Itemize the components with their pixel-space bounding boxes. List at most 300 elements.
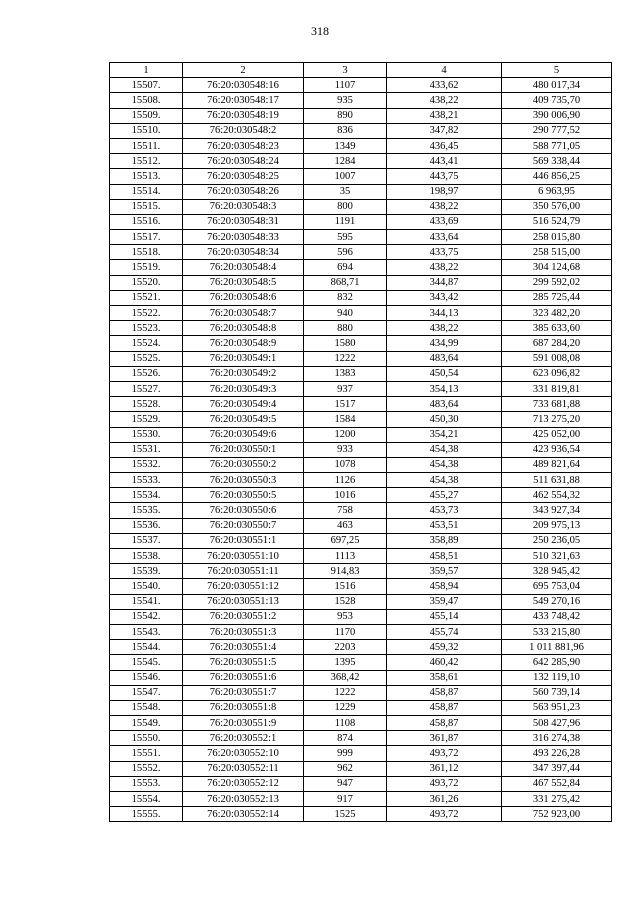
table-header-row [110,63,612,78]
area-cell: 2203 [304,640,387,655]
area-cell: 800 [304,199,387,214]
cadastral-value-cell: 285 725,44 [502,290,612,305]
area-cell: 1108 [304,716,387,731]
area-cell: 940 [304,306,387,321]
cadastral-value-cell: 385 633,60 [502,321,612,336]
specific-value-cell: 483,64 [387,351,502,366]
cadastral-value-cell: 328 945,42 [502,564,612,579]
cadastral-number-cell: 76:20:030548:24 [183,154,304,169]
cadastral-number-cell: 76:20:030548:17 [183,93,304,108]
area-cell: 890 [304,108,387,123]
cadastral-number-cell: 76:20:030548:33 [183,230,304,245]
cadastral-number-cell: 76:20:030548:16 [183,78,304,93]
cadastral-value-cell: 446 856,25 [502,169,612,184]
cadastral-value-cell: 258 515,00 [502,245,612,260]
table-row [110,230,612,245]
cadastral-number-cell: 76:20:030552:11 [183,761,304,776]
row-number-cell: 15514. [110,184,183,199]
table-row [110,518,612,533]
cadastral-number-cell: 76:20:030548:2 [183,123,304,138]
row-number-cell: 15513. [110,169,183,184]
table-row [110,807,612,822]
cadastral-number-cell: 76:20:030548:19 [183,108,304,123]
cadastral-value-cell: 510 321,63 [502,549,612,564]
table-row [110,366,612,381]
table-row [110,123,612,138]
area-cell: 1222 [304,685,387,700]
cadastral-number-cell: 76:20:030549:6 [183,427,304,442]
specific-value-cell: 455,27 [387,488,502,503]
area-cell: 463 [304,518,387,533]
page-number: 318 [311,24,329,38]
cadastral-value-cell: 642 285,90 [502,655,612,670]
table-row [110,564,612,579]
cadastral-number-cell: 76:20:030551:1 [183,533,304,548]
row-number-cell: 15517. [110,230,183,245]
table-row [110,351,612,366]
cadastral-value-cell: 331 275,42 [502,792,612,807]
cadastral-number-cell: 76:20:030548:31 [183,214,304,229]
row-number-cell: 15507. [110,78,183,93]
table-row [110,199,612,214]
cadastral-number-cell: 76:20:030551:3 [183,624,304,639]
cadastral-value-cell: 713 275,20 [502,412,612,427]
cadastral-number-cell: 76:20:030550:1 [183,442,304,457]
area-cell: 1395 [304,655,387,670]
cadastral-value-cell: 132 119,10 [502,670,612,685]
specific-value-cell: 354,21 [387,427,502,442]
cadastral-value-cell: 591 008,08 [502,351,612,366]
cadastral-number-cell: 76:20:030551:5 [183,655,304,670]
cadastral-number-cell: 76:20:030551:11 [183,564,304,579]
table-row [110,260,612,275]
area-cell: 1007 [304,169,387,184]
table-row [110,579,612,594]
table-row [110,397,612,412]
area-cell: 874 [304,731,387,746]
specific-value-cell: 436,45 [387,138,502,153]
row-number-cell: 15550. [110,731,183,746]
cadastral-number-cell: 76:20:030548:26 [183,184,304,199]
row-number-cell: 15549. [110,716,183,731]
area-cell: 1191 [304,214,387,229]
cadastral-value-cell: 516 524,79 [502,214,612,229]
specific-value-cell: 459,32 [387,640,502,655]
specific-value-cell: 361,26 [387,792,502,807]
row-number-cell: 15519. [110,260,183,275]
specific-value-cell: 438,22 [387,260,502,275]
row-number-cell: 15529. [110,412,183,427]
cadastral-value-cell: 433 748,42 [502,609,612,624]
specific-value-cell: 493,72 [387,807,502,822]
area-cell: 368,42 [304,670,387,685]
cadastral-value-cell: 560 739,14 [502,685,612,700]
row-number-cell: 15554. [110,792,183,807]
cadastral-value-cell: 323 482,20 [502,306,612,321]
cadastral-number-cell: 76:20:030550:3 [183,473,304,488]
area-cell: 917 [304,792,387,807]
table-row [110,503,612,518]
row-number-cell: 15531. [110,442,183,457]
table-row [110,412,612,427]
specific-value-cell: 460,42 [387,655,502,670]
area-cell: 914,83 [304,564,387,579]
column-header-1: 1 [110,63,183,78]
specific-value-cell: 458,87 [387,716,502,731]
table-row [110,761,612,776]
table-row [110,154,612,169]
row-number-cell: 15535. [110,503,183,518]
cadastral-number-cell: 76:20:030549:1 [183,351,304,366]
cadastral-value-cell: 695 753,04 [502,579,612,594]
area-cell: 868,71 [304,275,387,290]
table-row [110,655,612,670]
row-number-cell: 15553. [110,776,183,791]
area-cell: 1517 [304,397,387,412]
cadastral-value-cell: 316 274,38 [502,731,612,746]
area-cell: 697,25 [304,533,387,548]
table-row [110,640,612,655]
cadastral-value-cell: 549 270,16 [502,594,612,609]
specific-value-cell: 443,75 [387,169,502,184]
cadastral-value-cell: 209 975,13 [502,518,612,533]
cadastral-number-cell: 76:20:030550:2 [183,457,304,472]
area-cell: 1078 [304,457,387,472]
row-number-cell: 15540. [110,579,183,594]
row-number-cell: 15555. [110,807,183,822]
specific-value-cell: 450,30 [387,412,502,427]
area-cell: 1107 [304,78,387,93]
cadastral-value-cell: 423 936,54 [502,442,612,457]
specific-value-cell: 443,41 [387,154,502,169]
cadastral-value-cell: 752 923,00 [502,807,612,822]
row-number-cell: 15516. [110,214,183,229]
area-cell: 758 [304,503,387,518]
cadastral-value-cell: 347 397,44 [502,761,612,776]
cadastral-number-cell: 76:20:030552:1 [183,731,304,746]
specific-value-cell: 454,38 [387,457,502,472]
cadastral-value-cell: 299 592,02 [502,275,612,290]
table-row [110,442,612,457]
row-number-cell: 15530. [110,427,183,442]
row-number-cell: 15515. [110,199,183,214]
table-row [110,321,612,336]
specific-value-cell: 433,75 [387,245,502,260]
cadastral-value-cell: 250 236,05 [502,533,612,548]
area-cell: 596 [304,245,387,260]
cadastral-value-cell: 687 284,20 [502,336,612,351]
area-cell: 694 [304,260,387,275]
cadastral-value-cell: 480 017,34 [502,78,612,93]
table-row [110,169,612,184]
specific-value-cell: 358,61 [387,670,502,685]
specific-value-cell: 458,94 [387,579,502,594]
column-header-5: 5 [502,63,612,78]
table-row [110,792,612,807]
table-row [110,290,612,305]
row-number-cell: 15526. [110,366,183,381]
cadastral-value-cell: 290 777,52 [502,123,612,138]
table-row [110,549,612,564]
cadastral-number-cell: 76:20:030551:2 [183,609,304,624]
specific-value-cell: 458,87 [387,700,502,715]
cadastral-number-cell: 76:20:030551:10 [183,549,304,564]
cadastral-number-cell: 76:20:030551:13 [183,594,304,609]
area-cell: 1584 [304,412,387,427]
specific-value-cell: 455,14 [387,609,502,624]
column-header-4: 4 [387,63,502,78]
cadastral-number-cell: 76:20:030548:9 [183,336,304,351]
area-cell: 953 [304,609,387,624]
column-header-3: 3 [304,63,387,78]
table-row [110,716,612,731]
specific-value-cell: 343,42 [387,290,502,305]
row-number-cell: 15520. [110,275,183,290]
specific-value-cell: 198,97 [387,184,502,199]
area-cell: 1222 [304,351,387,366]
area-cell: 1383 [304,366,387,381]
row-number-cell: 15522. [110,306,183,321]
table-row [110,93,612,108]
table-row [110,184,612,199]
area-cell: 1229 [304,700,387,715]
row-number-cell: 15528. [110,397,183,412]
table-row [110,700,612,715]
cadastral-number-cell: 76:20:030549:4 [183,397,304,412]
cadastral-number-cell: 76:20:030549:5 [183,412,304,427]
specific-value-cell: 450,54 [387,366,502,381]
cadastral-value-cell: 390 006,90 [502,108,612,123]
row-number-cell: 15552. [110,761,183,776]
table-row [110,685,612,700]
table-row [110,336,612,351]
cadastral-number-cell: 76:20:030550:5 [183,488,304,503]
cadastral-number-cell: 76:20:030548:7 [183,306,304,321]
cadastral-number-cell: 76:20:030548:34 [183,245,304,260]
cadastral-number-cell: 76:20:030552:12 [183,776,304,791]
area-cell: 1516 [304,579,387,594]
table-body [110,78,612,822]
specific-value-cell: 344,13 [387,306,502,321]
cadastral-value-cell: 489 821,64 [502,457,612,472]
row-number-cell: 15542. [110,609,183,624]
row-number-cell: 15551. [110,746,183,761]
area-cell: 933 [304,442,387,457]
specific-value-cell: 361,87 [387,731,502,746]
row-number-cell: 15533. [110,473,183,488]
specific-value-cell: 433,62 [387,78,502,93]
table-row [110,427,612,442]
cadastral-value-cell: 623 096,82 [502,366,612,381]
row-number-cell: 15509. [110,108,183,123]
specific-value-cell: 454,38 [387,442,502,457]
row-number-cell: 15523. [110,321,183,336]
cadastral-value-table [109,62,612,822]
cadastral-number-cell: 76:20:030548:8 [183,321,304,336]
table-row [110,488,612,503]
table-row [110,776,612,791]
table-row [110,594,612,609]
row-number-cell: 15508. [110,93,183,108]
cadastral-number-cell: 76:20:030550:7 [183,518,304,533]
cadastral-value-cell: 343 927,34 [502,503,612,518]
cadastral-number-cell: 76:20:030551:9 [183,716,304,731]
cadastral-number-cell: 76:20:030550:6 [183,503,304,518]
cadastral-number-cell: 76:20:030548:3 [183,199,304,214]
specific-value-cell: 433,64 [387,230,502,245]
table-row [110,108,612,123]
table-row [110,306,612,321]
table-row [110,533,612,548]
row-number-cell: 15518. [110,245,183,260]
cadastral-value-cell: 569 338,44 [502,154,612,169]
specific-value-cell: 438,22 [387,321,502,336]
table-row [110,746,612,761]
specific-value-cell: 455,74 [387,624,502,639]
row-number-cell: 15545. [110,655,183,670]
row-number-cell: 15538. [110,549,183,564]
area-cell: 35 [304,184,387,199]
row-number-cell: 15534. [110,488,183,503]
area-cell: 1349 [304,138,387,153]
cadastral-number-cell: 76:20:030549:2 [183,366,304,381]
cadastral-value-cell: 493 226,28 [502,746,612,761]
row-number-cell: 15532. [110,457,183,472]
row-number-cell: 15548. [110,700,183,715]
specific-value-cell: 453,51 [387,518,502,533]
cadastral-number-cell: 76:20:030548:6 [183,290,304,305]
cadastral-number-cell: 76:20:030548:5 [183,275,304,290]
cadastral-number-cell: 76:20:030551:8 [183,700,304,715]
row-number-cell: 15521. [110,290,183,305]
row-number-cell: 15536. [110,518,183,533]
cadastral-value-cell: 409 735,70 [502,93,612,108]
table-row [110,78,612,93]
row-number-cell: 15539. [110,564,183,579]
cadastral-value-cell: 425 052,00 [502,427,612,442]
row-number-cell: 15546. [110,670,183,685]
specific-value-cell: 434,99 [387,336,502,351]
cadastral-number-cell: 76:20:030548:4 [183,260,304,275]
table-row [110,624,612,639]
cadastral-number-cell: 76:20:030548:25 [183,169,304,184]
cadastral-value-cell: 304 124,68 [502,260,612,275]
specific-value-cell: 361,12 [387,761,502,776]
cadastral-number-cell: 76:20:030549:3 [183,381,304,396]
area-cell: 999 [304,746,387,761]
row-number-cell: 15547. [110,685,183,700]
cadastral-number-cell: 76:20:030551:6 [183,670,304,685]
cadastral-value-cell: 350 576,00 [502,199,612,214]
specific-value-cell: 344,87 [387,275,502,290]
cadastral-value-cell: 6 963,95 [502,184,612,199]
area-cell: 836 [304,123,387,138]
area-cell: 595 [304,230,387,245]
area-cell: 947 [304,776,387,791]
row-number-cell: 15510. [110,123,183,138]
cadastral-number-cell: 76:20:030551:12 [183,579,304,594]
area-cell: 935 [304,93,387,108]
specific-value-cell: 347,82 [387,123,502,138]
area-cell: 1525 [304,807,387,822]
cadastral-number-cell: 76:20:030551:7 [183,685,304,700]
area-cell: 1016 [304,488,387,503]
row-number-cell: 15511. [110,138,183,153]
cadastral-value-cell: 588 771,05 [502,138,612,153]
cadastral-value-cell: 533 215,80 [502,624,612,639]
row-number-cell: 15512. [110,154,183,169]
row-number-cell: 15537. [110,533,183,548]
cadastral-value-cell: 1 011 881,96 [502,640,612,655]
cadastral-value-cell: 331 819,81 [502,381,612,396]
area-cell: 880 [304,321,387,336]
row-number-cell: 15525. [110,351,183,366]
specific-value-cell: 493,72 [387,746,502,761]
cadastral-number-cell: 76:20:030552:10 [183,746,304,761]
area-cell: 962 [304,761,387,776]
row-number-cell: 15527. [110,381,183,396]
area-cell: 1126 [304,473,387,488]
area-cell: 1113 [304,549,387,564]
cadastral-number-cell: 76:20:030552:14 [183,807,304,822]
cadastral-value-cell: 508 427,96 [502,716,612,731]
specific-value-cell: 454,38 [387,473,502,488]
specific-value-cell: 453,73 [387,503,502,518]
area-cell: 1200 [304,427,387,442]
area-cell: 1170 [304,624,387,639]
row-number-cell: 15543. [110,624,183,639]
table-row [110,214,612,229]
table-row [110,473,612,488]
area-cell: 937 [304,381,387,396]
cadastral-value-cell: 462 554,32 [502,488,612,503]
cadastral-value-cell: 258 015,80 [502,230,612,245]
specific-value-cell: 438,22 [387,199,502,214]
area-cell: 1580 [304,336,387,351]
cadastral-number-cell: 76:20:030552:13 [183,792,304,807]
cadastral-number-cell: 76:20:030548:23 [183,138,304,153]
specific-value-cell: 359,47 [387,594,502,609]
area-cell: 832 [304,290,387,305]
specific-value-cell: 458,87 [387,685,502,700]
column-header-2: 2 [183,63,304,78]
cadastral-value-cell: 733 681,88 [502,397,612,412]
table-row [110,609,612,624]
table-row [110,670,612,685]
specific-value-cell: 438,22 [387,93,502,108]
row-number-cell: 15524. [110,336,183,351]
table-row [110,245,612,260]
specific-value-cell: 358,89 [387,533,502,548]
specific-value-cell: 493,72 [387,776,502,791]
table-row [110,457,612,472]
specific-value-cell: 359,57 [387,564,502,579]
cadastral-value-cell: 563 951,23 [502,700,612,715]
table-row [110,731,612,746]
cadastral-value-cell: 511 631,88 [502,473,612,488]
area-cell: 1284 [304,154,387,169]
cadastral-value-cell: 467 552,84 [502,776,612,791]
specific-value-cell: 433,69 [387,214,502,229]
row-number-cell: 15541. [110,594,183,609]
specific-value-cell: 458,51 [387,549,502,564]
table-row [110,138,612,153]
row-number-cell: 15544. [110,640,183,655]
area-cell: 1528 [304,594,387,609]
specific-value-cell: 483,64 [387,397,502,412]
table-row [110,275,612,290]
cadastral-number-cell: 76:20:030551:4 [183,640,304,655]
